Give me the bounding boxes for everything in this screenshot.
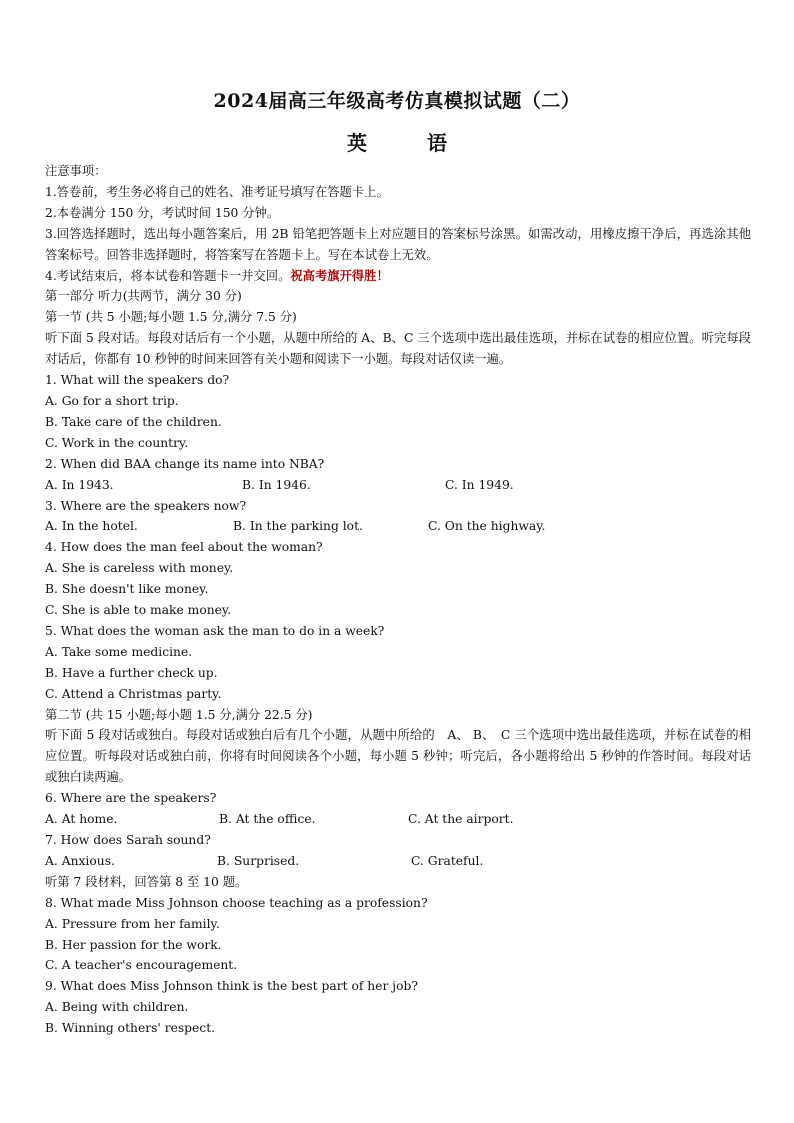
- question-3-option-b: B. In the parking lot.: [233, 519, 363, 534]
- question-7-stem: 7. How does Sarah sound?: [45, 833, 211, 847]
- question-6-options: [45, 809, 751, 830]
- question-8-option-a: A. Pressure from her family.: [45, 916, 220, 931]
- note-4-text: 4.考试结束后，将本试卷和答题卡一并交回。: [45, 268, 291, 283]
- notes-heading: 注意事项：: [45, 164, 107, 178]
- question-2-option-a: A. In 1943.: [45, 477, 114, 492]
- question-2-option-b: B. In 1946.: [242, 477, 311, 492]
- section2-heading: 第二节 (共 15 小题;每小题 1.5 分,满分 22.5 分): [45, 707, 313, 722]
- question-5-option-c: C. Attend a Christmas party.: [45, 686, 222, 701]
- question-3-stem: 3. Where are the speakers now?: [45, 498, 247, 513]
- note-2: 2.本卷满分 150 分，考试时间 150 分钟。: [45, 205, 280, 220]
- question-1-option-c: C. Work in the country.: [45, 435, 189, 450]
- question-6-option-b: B. At the office.: [219, 812, 316, 827]
- question-4-option-b: B. She doesn't like money.: [45, 582, 209, 597]
- good-luck-stamp: 祝高考旗开得胜！: [290, 267, 389, 283]
- question-2-options: [45, 475, 751, 496]
- question-4-option-c: C. She is able to make money.: [45, 603, 232, 618]
- material-7-instruction: 听第 7 段材料，回答第 8 至 10 题。: [45, 874, 248, 889]
- question-6-stem: 6. Where are the speakers?: [45, 791, 217, 806]
- section1-instructions: 听下面 5 段对话。每段对话后有一个小题，从题中所给的 A、B、C 三个选项中选出最佳选项，并标在试卷的相应位置。听完每段对话后，你都有 10 秒钟的时间来回答有关小题和阅读下一小题。每段对话仅读一遍。: [45, 331, 751, 367]
- question-7-option-b: B. Surprised.: [217, 853, 300, 868]
- question-3-options: [45, 516, 751, 537]
- question-2-option-c: C. In 1949.: [445, 477, 514, 492]
- question-4-stem: 4. How does the man feel about the woman?: [45, 540, 323, 555]
- question-6-option-c: C. At the airport.: [408, 812, 514, 827]
- question-5-option-b: B. Have a further check up.: [45, 665, 218, 680]
- question-1-stem: 1. What will the speakers do?: [45, 373, 230, 388]
- question-8-option-b: B. Her passion for the work.: [45, 937, 222, 952]
- question-2-stem: 2. When did BAA change its name into NBA?: [45, 456, 325, 471]
- question-7-option-c: C. Grateful.: [411, 853, 484, 868]
- question-8-option-c: C. A teacher's encouragement.: [45, 958, 238, 973]
- section2-instructions: 听下面 5 段对话或独白。每段对话或独白后有几个小题，从题中所给的 A、 B、 C 三个选项中选出最佳选项，并标在试卷的相应位置。听每段对话或独白前，你将有时间阅读各个小题，每小题 5 秒钟；听完后，各小题将给出 5 秒钟的作答时间。每段对话或独白读两遍。: [45, 728, 751, 785]
- question-3-option-c: C. On the highway.: [428, 519, 546, 534]
- question-4-option-a: A. She is careless with money.: [45, 561, 234, 576]
- question-9-option-b: B. Winning others' respect.: [45, 1021, 216, 1036]
- question-8-stem: 8. What made Miss Johnson choose teaching as a profession?: [45, 895, 428, 910]
- question-3-option-a: A. In the hotel.: [45, 519, 138, 534]
- exam-title: 2024届高三年级高考仿真模拟试题（二）: [213, 90, 581, 112]
- part1-heading: 第一部分 听力(共两节，满分 30 分): [45, 289, 242, 304]
- question-9-option-a: A. Being with children.: [45, 1000, 189, 1015]
- subject-title: 英 语: [347, 131, 467, 155]
- note-4: [45, 266, 751, 287]
- question-7-option-a: A. Anxious.: [45, 853, 115, 868]
- exam-content: [45, 161, 751, 1039]
- note-1: 1.答卷前，考生务必将自己的姓名、准考证号填写在答题卡上。: [45, 184, 389, 199]
- question-9-stem: 9. What does Miss Johnson think is the best part of her job?: [45, 979, 418, 994]
- note-3: 3.回答选择题时，选出每小题答案后，用 2B 铅笔把答题卡上对应题目的答案标号涂黑。如需改动，用橡皮擦干净后，再选涂其他答案标号。回答非选择题时，将答案写在答题卡上。写在本试卷上无效。: [45, 226, 751, 262]
- question-5-stem: 5. What does the woman ask the man to do in a week?: [45, 623, 385, 638]
- question-1-option-a: A. Go for a short trip.: [45, 393, 179, 408]
- question-5-option-a: A. Take some medicine.: [45, 644, 193, 659]
- question-1-option-b: B. Take care of the children.: [45, 414, 222, 429]
- question-6-option-a: A. At home.: [45, 812, 118, 827]
- section1-heading: 第一节 (共 5 小题;每小题 1.5 分,满分 7.5 分): [45, 310, 297, 325]
- question-7-options: [45, 851, 751, 872]
